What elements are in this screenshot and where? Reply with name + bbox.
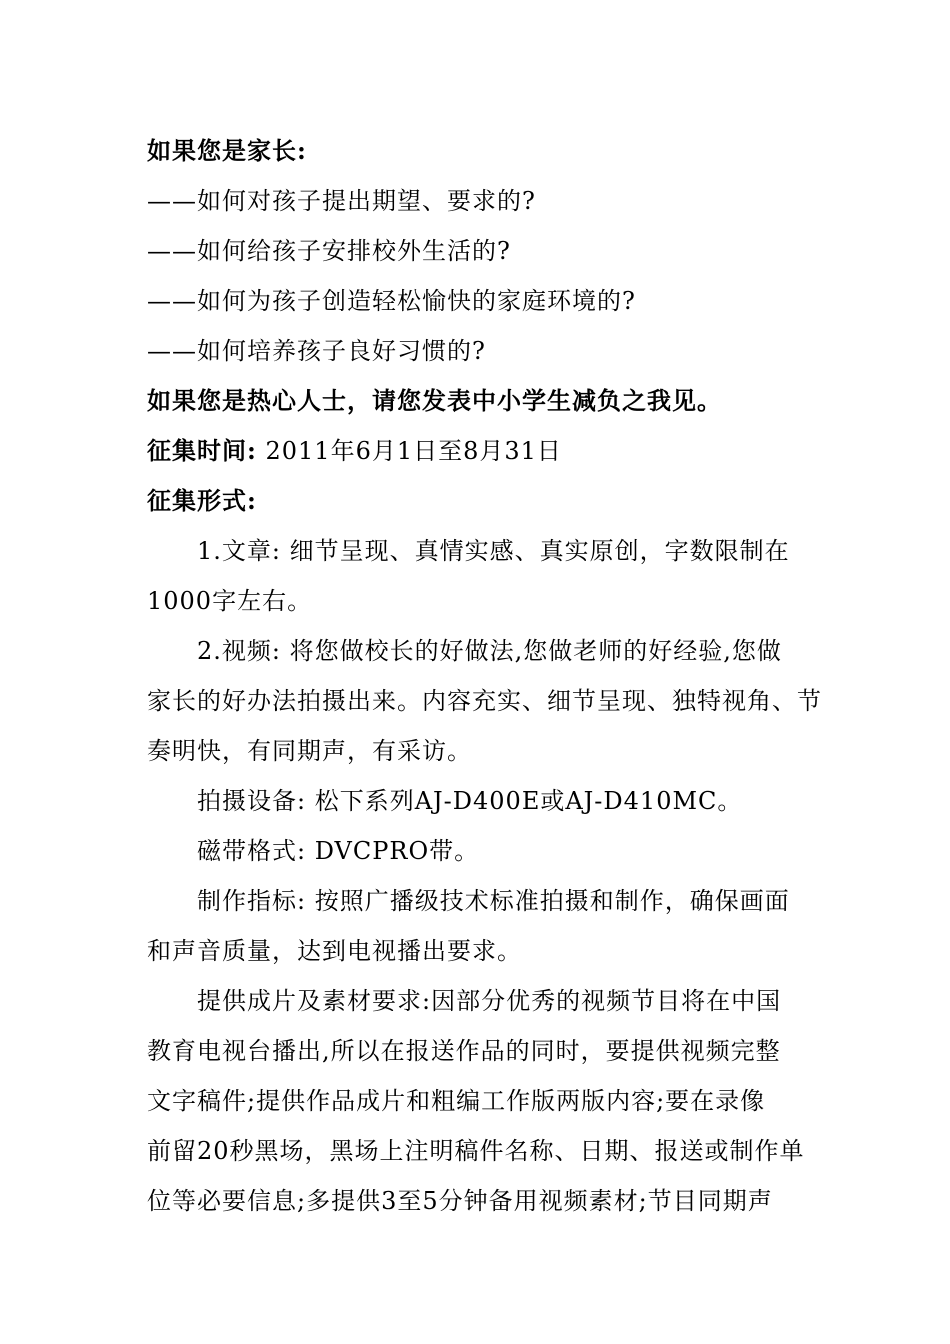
parent-heading: 如果您是家长: — [147, 136, 307, 165]
video-line-1: 2.视频: 将您做校长的好做法,您做老师的好经验,您做 — [197, 637, 782, 665]
parent-question-2: ——如何给孩子安排校外生活的? — [147, 237, 511, 265]
collection-time-label: 征集时间: — [147, 436, 257, 465]
tape-format-line: 磁带格式: DVCPRO带。 — [197, 837, 480, 865]
materials-line-5: 位等必要信息;多提供3至5分钟备用视频素材;节目同期声 — [147, 1187, 773, 1215]
collection-time — [147, 426, 807, 476]
production-line-1: 制作指标: 按照广播级技术标准拍摄和制作，确保画面 — [197, 887, 790, 915]
parent-question-3: ——如何为孩子创造轻松愉快的家庭环境的? — [147, 287, 636, 315]
equipment-line: 拍摄设备: 松下系列AJ-D400E或AJ-D410MC。 — [197, 787, 743, 815]
article-line-1: 1.文章: 细节呈现、真情实感、真实原创，字数限制在 — [197, 537, 790, 565]
collection-time-value: 2011年6月1日至8月31日 — [256, 437, 562, 465]
article-line-2: 1000字左右。 — [147, 587, 313, 615]
parent-question-4: ——如何培养孩子良好习惯的? — [147, 337, 486, 365]
parent-question-1: ——如何对孩子提出期望、要求的? — [147, 187, 536, 215]
materials-line-2: 教育电视台播出,所以在报送作品的同时，要提供视频完整 — [147, 1037, 781, 1065]
collection-form-label: 征集形式: — [147, 486, 257, 515]
document-page — [147, 126, 822, 1226]
materials-line-1: 提供成片及素材要求:因部分优秀的视频节目将在中国 — [197, 987, 782, 1015]
materials-line-3: 文字稿件;提供作品成片和粗编工作版两版内容;要在录像 — [147, 1087, 766, 1115]
video-line-2: 家长的好办法拍摄出来。内容充实、细节呈现、独特视角、节 — [147, 687, 822, 715]
materials-line-4: 前留20秒黑场，黑场上注明稿件名称、日期、报送或制作单 — [147, 1137, 805, 1165]
video-line-3: 奏明快，有同期声，有采访。 — [147, 737, 472, 765]
production-line-2: 和声音质量，达到电视播出要求。 — [147, 937, 522, 965]
enthusiast-line: 如果您是热心人士，请您发表中小学生减负之我见。 — [147, 386, 722, 415]
